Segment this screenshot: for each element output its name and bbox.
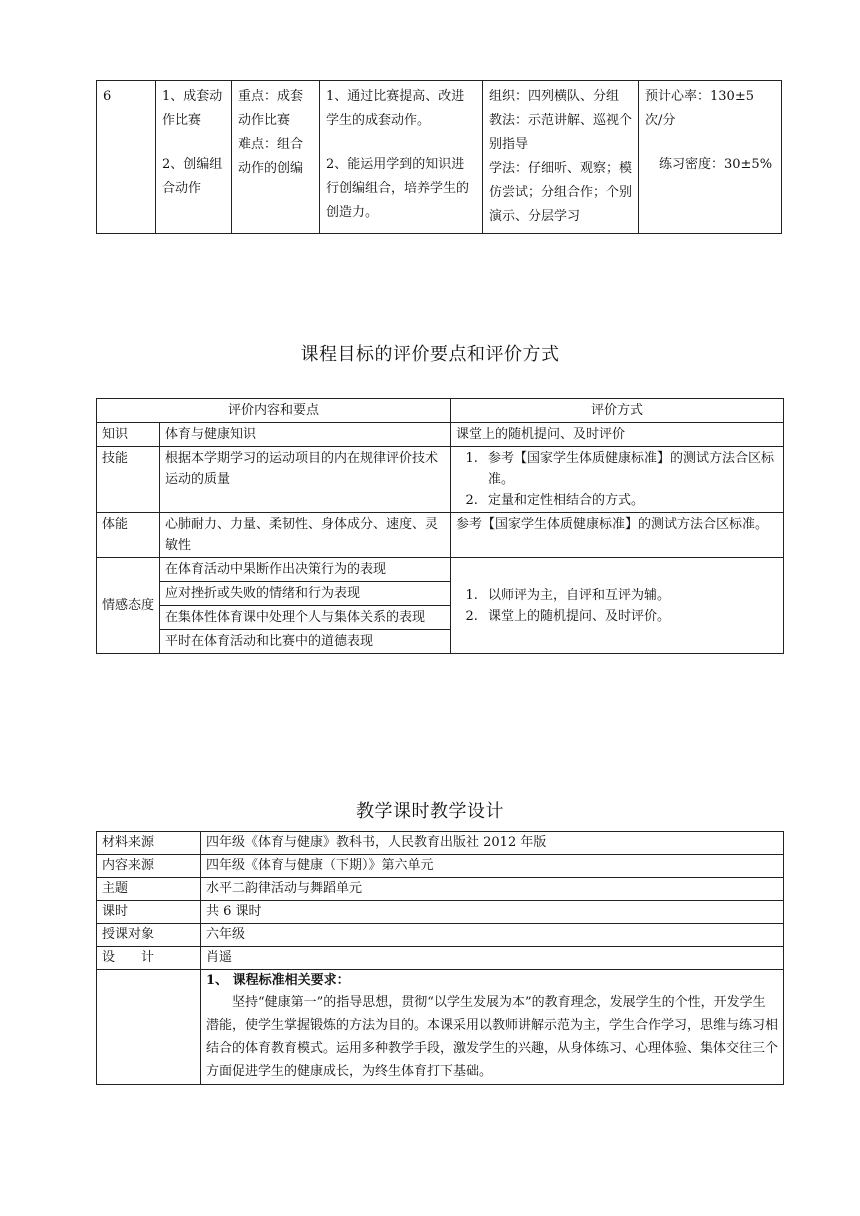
method-item: 1. 参考【国家学生体质健康标准】的测试方法合区标准。 xyxy=(482,448,778,490)
row-label-empty xyxy=(97,970,201,1085)
method-item: 2. 定量和定性相结合的方式。 xyxy=(482,490,778,511)
content-cell: 平时在体育活动和比赛中的道德表现 xyxy=(160,630,451,654)
lesson-design-heading: 教学课时教学设计 xyxy=(356,801,504,822)
row-label: 材料来源 xyxy=(97,832,201,855)
table-row xyxy=(97,970,784,1085)
content-cell: 应对挫折或失败的情绪和行为表现 xyxy=(160,582,451,606)
table-row xyxy=(97,423,784,447)
method-cell: 课堂上的随机提问、及时评价 xyxy=(451,423,784,447)
header-method: 评价方式 xyxy=(451,399,784,423)
table-row xyxy=(97,81,782,234)
table-row xyxy=(97,447,784,513)
table-row xyxy=(97,558,784,582)
content-item: 2、创编组合动作 xyxy=(162,157,223,196)
practice-density: 练习密度：30±5% xyxy=(659,157,773,172)
key-points-cell xyxy=(232,81,320,234)
row-value: 六年级 xyxy=(201,924,784,947)
requirements-title: 1、 课程标准相关要求： xyxy=(206,973,350,988)
category-cell: 技能 xyxy=(97,447,160,513)
lesson-content-cell xyxy=(156,81,232,234)
category-cell: 知识 xyxy=(97,423,160,447)
row-label: 设 计 xyxy=(97,947,201,970)
objective-item: 2、能运用学到的知识进行创编组合，培养学生的创造力。 xyxy=(326,157,470,220)
row-value: 共 6 课时 xyxy=(201,901,784,924)
row-label: 课时 xyxy=(97,901,201,924)
method-cell xyxy=(451,558,784,654)
objective-item: 1、通过比赛提高、改进学生的成套动作。 xyxy=(326,89,465,128)
table-row xyxy=(97,947,784,970)
row-value: 四年级《体育与健康（下期）》第六单元 xyxy=(201,855,784,878)
table-row xyxy=(97,855,784,878)
requirements-cell xyxy=(201,970,784,1085)
organization: 组织：四列横队、分组 xyxy=(489,89,620,104)
evaluation-table xyxy=(96,398,784,654)
table-header-row xyxy=(97,399,784,423)
heart-rate: 预计心率：130±5 次/分 xyxy=(645,89,754,128)
table-row xyxy=(97,924,784,947)
lesson-design-table xyxy=(96,831,784,1085)
method-item: 1. 以师评为主，自评和互评为辅。 xyxy=(482,585,778,606)
method-item: 2. 课堂上的随机提问、及时评价。 xyxy=(482,606,778,627)
content-cell: 在集体性体育课中处理个人与集体关系的表现 xyxy=(160,606,451,630)
category-cell: 情感态度 xyxy=(97,558,160,654)
row-label: 主题 xyxy=(97,878,201,901)
header-content: 评价内容和要点 xyxy=(97,399,451,423)
methods-cell xyxy=(483,81,639,234)
table-row xyxy=(97,513,784,558)
content-cell: 根据本学期学习的运动项目的内在规律评价技术运动的质量 xyxy=(160,447,451,513)
table-row xyxy=(97,832,784,855)
requirements-text: 坚持“健康第一”的指导思想，贯彻“以学生发展为本”的教育理念，发展学生的个性，开发学生潜能，使学生掌握锻炼的方法为目的。本课采用以教师讲解示范为主，学生合作学习，思维与练习相结合的体育教育模式。运用多种教学手段，激发学生的兴趣，从身体练习、心理体验、集体交往三个方面促进学生的健康成长，为终生体育打下基础。 xyxy=(206,995,779,1079)
category-cell: 体能 xyxy=(97,513,160,558)
row-label: 授课对象 xyxy=(97,924,201,947)
learning-method: 学法：仔细听、观察；模仿尝试；分组合作；个别演示、分层学习 xyxy=(489,161,633,224)
key-point: 重点：成套动作比赛 xyxy=(238,89,304,128)
content-cell: 在体育活动中果断作出决策行为的表现 xyxy=(160,558,451,582)
lesson-number: 6 xyxy=(97,81,156,234)
method-cell: 参考【国家学生体质健康标准】的测试方法合区标准。 xyxy=(451,513,784,558)
load-cell xyxy=(639,81,782,234)
content-item: 1、成套动作比赛 xyxy=(162,89,223,128)
row-value: 肖遥 xyxy=(201,947,784,970)
content-cell: 体育与健康知识 xyxy=(160,423,451,447)
lesson-plan-table xyxy=(96,80,782,234)
row-label: 内容来源 xyxy=(97,855,201,878)
content-cell: 心肺耐力、力量、柔韧性、身体成分、速度、灵敏性 xyxy=(160,513,451,558)
table-row xyxy=(97,878,784,901)
row-value: 水平二韵律活动与舞蹈单元 xyxy=(201,878,784,901)
objectives-cell xyxy=(320,81,483,234)
method-cell xyxy=(451,447,784,513)
evaluation-heading: 课程目标的评价要点和评价方式 xyxy=(300,344,560,365)
table-row xyxy=(97,901,784,924)
difficulty: 难点：组合动作的创编 xyxy=(238,137,304,176)
row-value: 四年级《体育与健康》教科书，人民教育出版社 2012 年版 xyxy=(201,832,784,855)
teaching-method: 教法：示范讲解、巡视个别指导 xyxy=(489,113,633,152)
